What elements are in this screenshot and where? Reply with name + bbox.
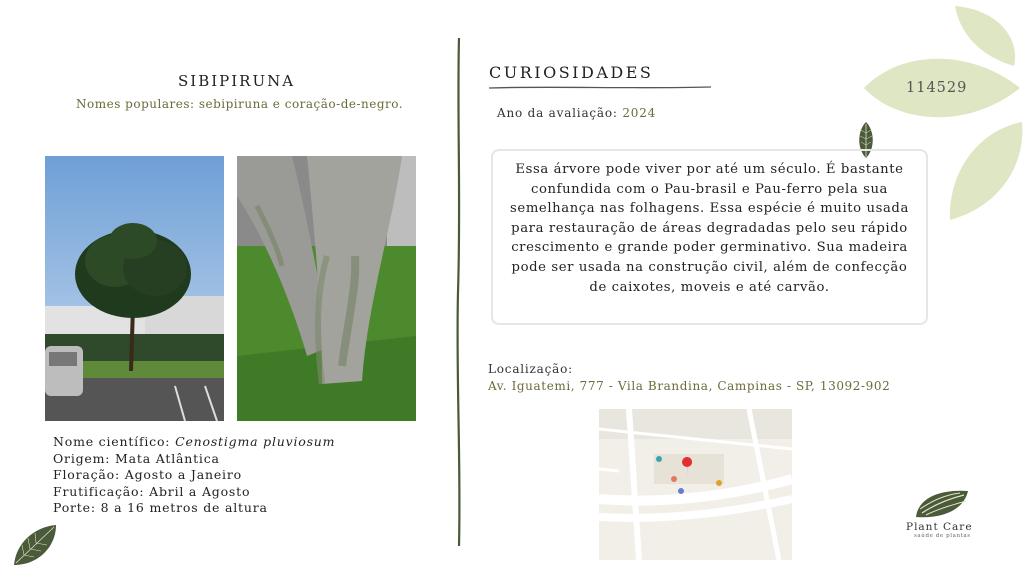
curiosities-title: CURIOSIDADES xyxy=(489,63,654,82)
plant-care-logo xyxy=(914,487,970,521)
tree-code: 114529 xyxy=(906,80,968,96)
leaf-icon xyxy=(10,523,60,568)
popular-names: Nomes populares: sebipiruna e coração-de-negro. xyxy=(76,97,404,111)
scientific-name-line: Nome científico: Cenostigma pluviosum xyxy=(53,434,336,449)
curiosities-text: Essa árvore pode viver por até um século. É bastante confundida com o Pau-brasil e Pau-ferro pela sua semelhança nas folhagens. Essa espécie é muito usada para restauração de áreas degradadas pelo seu rápido crescimento e grande poder germinativo. Sua madeira pode ser usada na construção civil, além de confecção de caixotes, moveis e até carvão. xyxy=(510,162,909,295)
plant-name: SIBIPIRUNA xyxy=(178,72,296,90)
title-underline xyxy=(489,85,711,91)
evaluation-year: Ano da avaliação: 2024 xyxy=(497,106,657,120)
location-map xyxy=(599,409,792,560)
trunk-photo xyxy=(237,156,416,421)
fruiting: Frutificação: Abril a Agosto xyxy=(53,483,251,499)
brand-name: Plant Care xyxy=(906,521,973,533)
brand-tagline: saúde de plantas xyxy=(914,533,971,539)
scientific-name: Cenostigma pluviosum xyxy=(175,434,336,449)
flowering: Floração: Agosto a Janeiro xyxy=(53,467,242,482)
column-divider xyxy=(455,38,463,546)
plant-details xyxy=(53,434,335,517)
curiosities-box xyxy=(491,149,928,325)
tree-photo xyxy=(45,156,224,421)
size: Porte: 8 a 16 metros de altura xyxy=(53,500,268,515)
location-label: Localização: xyxy=(488,362,573,376)
location-address: Av. Iguatemi, 777 - Vila Brandina, Campinas - SP, 13092-902 xyxy=(488,379,891,393)
origin: Origem: Mata Atlântica xyxy=(53,450,220,466)
